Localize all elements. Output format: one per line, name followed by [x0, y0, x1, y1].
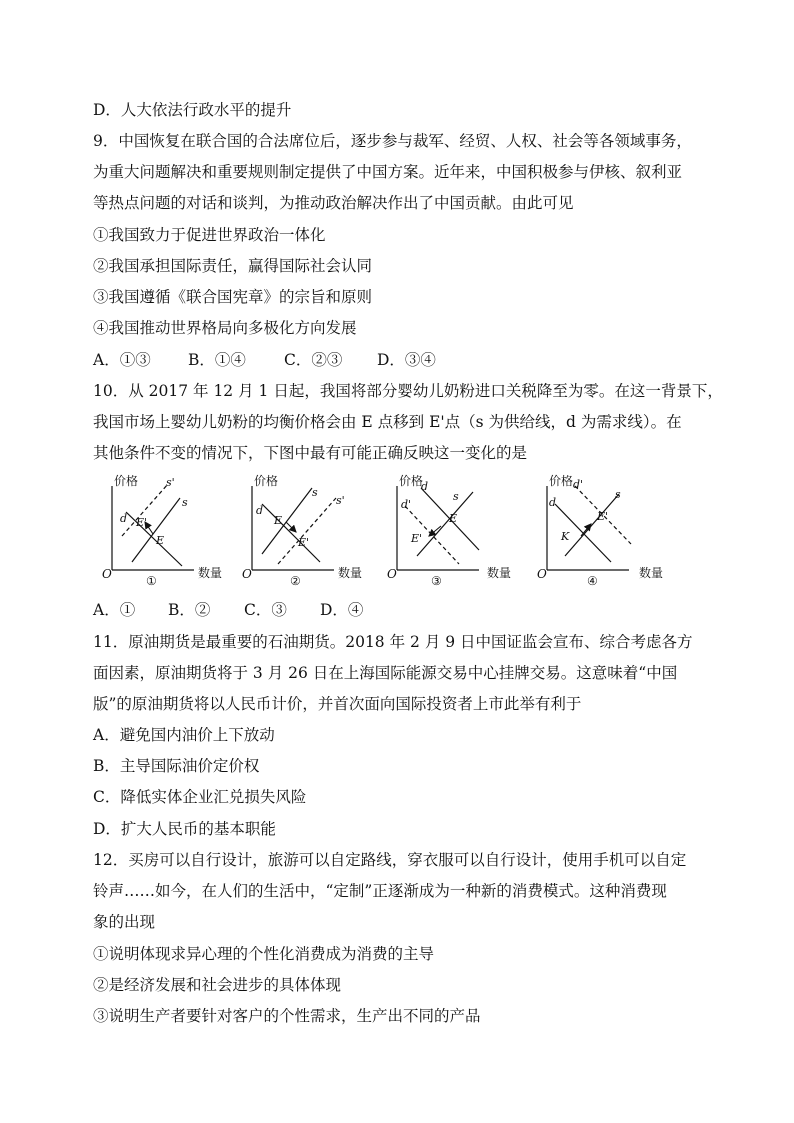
- q11-option-b: B．主导国际油价定价权: [93, 757, 260, 775]
- q10-option-d: D．④: [320, 601, 364, 619]
- graph-2-quantity-label: 数量: [338, 566, 363, 580]
- svg-text:s: s: [312, 486, 318, 499]
- svg-text:E': E': [597, 510, 609, 523]
- svg-text:K: K: [561, 530, 570, 543]
- q10-options: [93, 600, 363, 620]
- svg-text:d': d': [401, 498, 412, 511]
- q8-option-d: D．人大依法行政水平的提升: [93, 101, 292, 119]
- q9-statement-4: ④我国推动世界格局向多极化方向发展: [93, 319, 357, 337]
- svg-text:d: d: [256, 504, 264, 517]
- q11-stem-2: 面因素，原油期货将于 3 月 26 日在上海国际能源交易中心挂牌交易。这意味着“中国: [93, 664, 678, 682]
- graph-4-quantity-label: 数量: [639, 566, 664, 580]
- svg-text:E: E: [156, 534, 165, 547]
- graph-2: [240, 470, 363, 588]
- q11-stem-1: 11．原油期货是最重要的石油期货。2018 年 2 月 9 日中国证监会宣布、综合考虑各方: [93, 633, 693, 651]
- graph-4-origin: O: [537, 567, 547, 581]
- graph-4-price-label: 价格: [549, 474, 574, 488]
- graph-2-price-label: 价格: [254, 474, 279, 488]
- graph-3-price-label: 价格: [399, 474, 424, 488]
- graph-1: [100, 470, 223, 588]
- q12-stem-3: 象的出现: [93, 913, 156, 931]
- q10-option-a: A．①: [93, 601, 136, 619]
- q11-option-c: C．降低实体企业汇兑损失风险: [93, 788, 307, 806]
- graph-3: [385, 470, 512, 588]
- svg-text:s: s: [453, 490, 459, 503]
- svg-text:E: E: [449, 512, 458, 525]
- q12-statement-2: ②是经济发展和社会进步的具体体现: [93, 976, 342, 994]
- graph-3-origin: O: [387, 567, 397, 581]
- q9-stem-3: 等热点问题的对话和谈判，为推动政治解决作出了中国贡献。由此可见: [93, 194, 574, 212]
- svg-text:E: E: [274, 514, 283, 527]
- graph-1-number: ①: [146, 574, 157, 588]
- graph-4-number: ④: [587, 574, 598, 588]
- svg-text:s': s': [336, 494, 345, 507]
- q10-option-c: C．③: [244, 601, 287, 619]
- graph-1-origin: O: [102, 567, 112, 581]
- q10-option-b: B．②: [168, 601, 211, 619]
- q9-statement-3: ③我国遵循《联合国宪章》的宗旨和原则: [93, 288, 373, 306]
- svg-text:E': E': [298, 536, 310, 549]
- q9-statement-2: ②我国承担国际责任，赢得国际社会认同: [93, 257, 373, 275]
- svg-text:s': s': [166, 476, 175, 489]
- q11-option-d: D．扩大人民币的基本职能: [93, 820, 276, 838]
- q9-stem-2: 为重大问题解决和重要规则制定提供了中国方案。近年来，中国积极参与伊核、叙利亚: [93, 163, 683, 181]
- graph-1-price-label: 价格: [114, 474, 139, 488]
- q9-statement-1: ①我国致力于促进世界政治一体化: [93, 226, 326, 244]
- q12-statement-3: ③说明生产者要针对客户的个性需求，生产出不同的产品: [93, 1007, 481, 1025]
- q9-stem-1: 9．中国恢复在联合国的合法席位后，逐步参与裁军、经贸、人权、社会等各领域事务，: [93, 132, 692, 150]
- q9-option-d: D．③④: [377, 351, 436, 369]
- graph-2-number: ②: [290, 574, 301, 588]
- svg-text:d: d: [120, 512, 128, 525]
- q12-statement-1: ①说明体现求异心理的个性化消费成为消费的主导: [93, 945, 435, 963]
- q10-stem-2: 我国市场上婴幼儿奶粉的均衡价格会由 E 点移到 E'点（s 为供给线，d 为需求线）。在: [93, 413, 682, 431]
- q9-options: [93, 350, 436, 370]
- graph-4: [535, 470, 664, 588]
- svg-text:d: d: [549, 496, 557, 509]
- svg-text:s: s: [615, 488, 621, 501]
- q9-option-c: C．②③: [284, 351, 343, 369]
- q12-stem-1: 12．买房可以自行设计，旅游可以自定路线，穿衣服可以自行设计，使用手机可以自定: [93, 851, 687, 869]
- q10-stem-3: 其他条件不变的情况下，下图中最有可能正确反映这一变化的是: [93, 444, 528, 462]
- svg-text:d: d: [421, 480, 429, 493]
- graph-3-number: ③: [431, 574, 442, 588]
- q10-stem-1: 10．从 2017 年 12 月 1 日起，我国将部分婴幼儿奶粉进口关税降至为零。在这一背景下，: [93, 382, 723, 400]
- svg-text:d': d': [573, 478, 584, 491]
- svg-text:E': E': [136, 516, 148, 529]
- q11-stem-3: 版”的原油期货将以人民币计价，并首次面向国际投资者上市此举有利于: [93, 695, 582, 713]
- q9-option-a: A．①③: [93, 351, 151, 369]
- graph-2-origin: O: [242, 567, 252, 581]
- svg-text:s: s: [182, 496, 188, 509]
- graph-3-quantity-label: 数量: [487, 566, 512, 580]
- q9-option-b: B．①④: [188, 351, 246, 369]
- q12-stem-2: 铃声……如今，在人们的生活中，“定制”正逐渐成为一种新的消费模式。这种消费现: [93, 882, 667, 900]
- graph-1-quantity-label: 数量: [198, 566, 223, 580]
- q11-option-a: A．避免国内油价上下放动: [93, 726, 275, 744]
- svg-text:E': E': [411, 532, 423, 545]
